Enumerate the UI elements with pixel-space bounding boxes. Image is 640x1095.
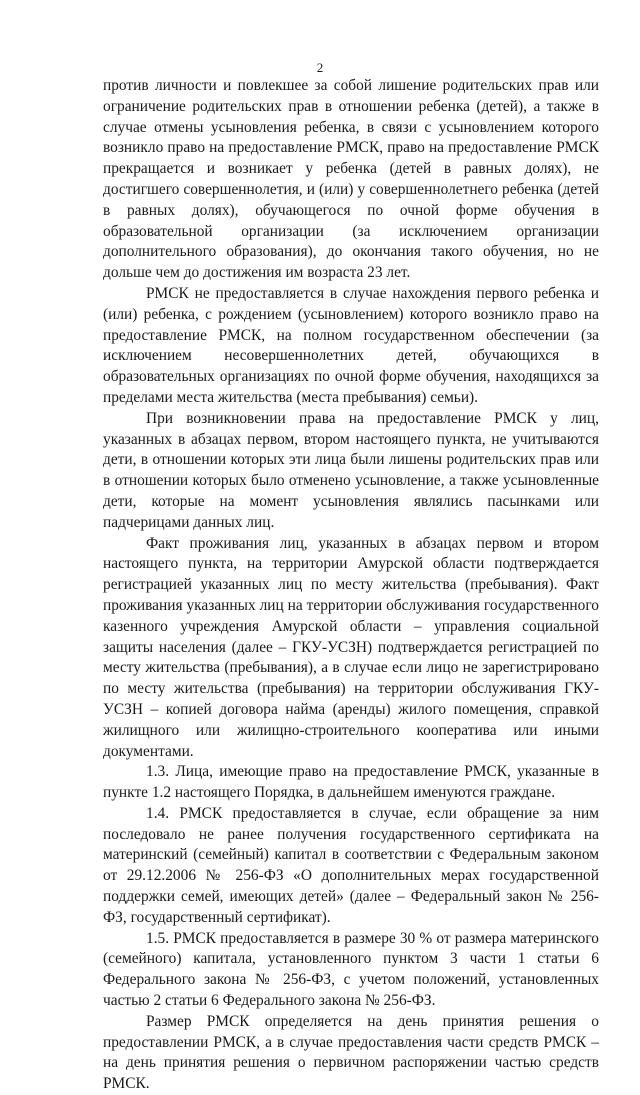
- paragraph-clause-1-5: 1.5. РМСК предоставляется в размере 30 % от размера материнского (семейного) капитала, установленного пунктом 3 части 1 статьи 6 Федерального закона № 256-ФЗ, с учетом положений, установленных частью 2 статьи 6 Федерального закона № 256-ФЗ.: [103, 929, 599, 1010]
- paragraph-rmsk-amount: Размер РМСК определяется на день принятия решения о предоставлении РМСК, а в случае предоставления части средств РМСК – на день принятия решения о первичном распоряжении частью средств РМСК.: [103, 1012, 599, 1093]
- paragraph-rmsk-not-provided: РМСК не предоставляется в случае нахождения первого ребенка и (или) ребенка, с рождением (усыновлением) которого возникло право на предоставление РМСК, на полном государственном обеспечении (за исключением несовершеннолетних детей, обучающихся в образовательных организациях по очной форме обучения, находящихся за пределами места жительства (места пребывания) семьи).: [103, 284, 599, 406]
- paragraph-continuation: против личности и повлекшее за собой лишение родительских прав или ограничение родительских прав в отношении ребенка (детей), а также в случае отмены усыновления ребенка, в связи с усыновлением которого возникло право на предоставление РМСК, право на предоставление РМСК прекращается и возникает у ребенка (детей в равных долях), не достигшего совершеннолетия, и (или) у совершеннолетнего ребенка (детей в равных долях), обучающегося по очной форме обучения в образовательной организации (за исключением организации дополнительного образования), до окончания такого обучения, но не дольше чем до достижения им возраста 23 лет.: [103, 77, 599, 282]
- document-body: [103, 76, 599, 1095]
- paragraph-clause-1-4: 1.4. РМСК предоставляется в случае, если обращение за ним последовало не ранее получения государственного сертификата на материнский (семейный) капитал в соответствии с Федеральным законом от 29.12.2006 № 256-ФЗ «О дополнительных мерах государственной поддержки семей, имеющих детей» (далее – Федеральный закон № 256-ФЗ, государственный сертификат).: [103, 804, 599, 926]
- paragraph-children-not-counted: При возникновении права на предоставление РМСК у лиц, указанных в абзацах первом, втором настоящего пункта, не учитываются дети, в отношении которых эти лица были лишены родительских прав или в отношении которых было отменено усыновление, а также усыновленные дети, которые на момент усыновления являлись пасынками или падчерицами данных лиц.: [103, 409, 599, 531]
- paragraph-clause-1-3: 1.3. Лица, имеющие право на предоставление РМСК, указанные в пункте 1.2 настоящего Порядка, в дальнейшем именуются граждане.: [103, 763, 599, 802]
- page-number: 2: [316, 60, 324, 75]
- paragraph-residence-proof: Факт проживания лиц, указанных в абзацах первом и втором настоящего пункта, на территории Амурской области подтверждается регистрацией указанных лиц по месту жительства (пребывания). Факт проживания указанных лиц на территории обслуживания государственного казенного учреждения Амурской области – управления социальной защиты населения (далее – ГКУ-УСЗН) подтверждается регистрацией по месту жительства (пребывания), а в случае если лицо не зарегистрировано по месту жительства (пребывания) на территории обслуживания ГКУ-УСЗН – копией договора найма (аренды) жилого помещения, справкой жилищного или жилищно-строительного кооператива или иными документами.: [103, 534, 599, 760]
